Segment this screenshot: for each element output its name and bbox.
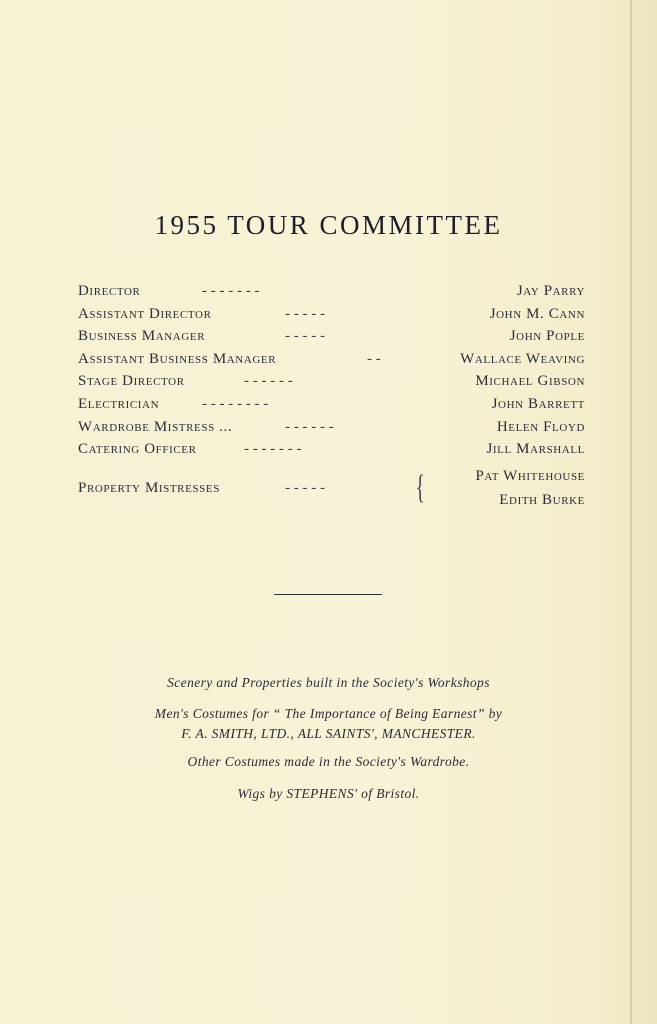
committee-row — [78, 441, 585, 464]
dash-leader: - - — [367, 350, 381, 367]
dash-leader: - - - - - - - — [244, 441, 302, 458]
role-label: Assistant Director — [78, 305, 212, 322]
member-name: Wallace Weaving — [460, 350, 585, 367]
credit-line: Scenery and Properties built in the Society's Workshops — [167, 675, 490, 690]
committee-row-property — [78, 466, 585, 514]
section-divider — [274, 594, 382, 595]
credit-line: Other Costumes made in the Society's Wardrobe. — [187, 754, 470, 769]
member-name: Edith Burke — [499, 491, 585, 508]
member-name: John M. Cann — [489, 305, 585, 322]
committee-row — [78, 283, 585, 306]
member-name: Jay Parry — [516, 283, 585, 299]
member-name: John Pople — [509, 328, 585, 345]
member-name: John Barrett — [491, 395, 585, 412]
credit-line: Wigs by STEPHENS' of Bristol. — [237, 786, 420, 801]
page-title: 1955 TOUR COMMITTEE — [154, 210, 503, 240]
role-label: Director — [78, 283, 141, 299]
role-label: Catering Officer — [78, 441, 197, 458]
member-name: Pat Whitehouse — [475, 467, 585, 484]
committee-row — [78, 396, 585, 419]
dash-leader: - - - - - - — [285, 418, 334, 435]
committee-row — [78, 351, 585, 374]
committee-list — [78, 283, 585, 514]
role-label: Property Mistresses — [78, 479, 220, 496]
member-name: Michael Gibson — [475, 373, 585, 390]
role-label: Wardrobe Mistress ... — [78, 418, 233, 435]
member-name: Helen Floyd — [496, 418, 585, 435]
member-name: Jill Marshall — [486, 441, 585, 458]
dash-leader: - - - - - - - — [202, 283, 260, 299]
show-through-text — [210, 88, 570, 111]
committee-row — [78, 328, 585, 351]
role-label: Stage Director — [78, 373, 185, 390]
dash-leader: - - - - - — [285, 305, 325, 322]
credit-line: Men's Costumes for “ The Importance of Being Earnest” by — [154, 706, 503, 721]
dash-leader: - - - - - — [285, 328, 325, 345]
dash-leader: - - - - - — [285, 479, 325, 496]
role-label: Assistant Business Manager — [78, 350, 277, 367]
page-fold-line — [630, 0, 632, 1024]
credits-block — [0, 673, 657, 804]
committee-row — [78, 306, 585, 329]
dash-leader: - - - - - - - - — [202, 395, 269, 412]
committee-row — [78, 419, 585, 442]
role-label: Business Manager — [78, 328, 206, 345]
credit-line: F. A. SMITH, LTD., ALL SAINTS', MANCHESTER. — [181, 726, 476, 741]
committee-row — [78, 373, 585, 396]
brace-icon: { — [415, 468, 426, 506]
role-label: Electrician — [78, 395, 160, 412]
dash-leader: - - - - - - — [244, 373, 293, 390]
